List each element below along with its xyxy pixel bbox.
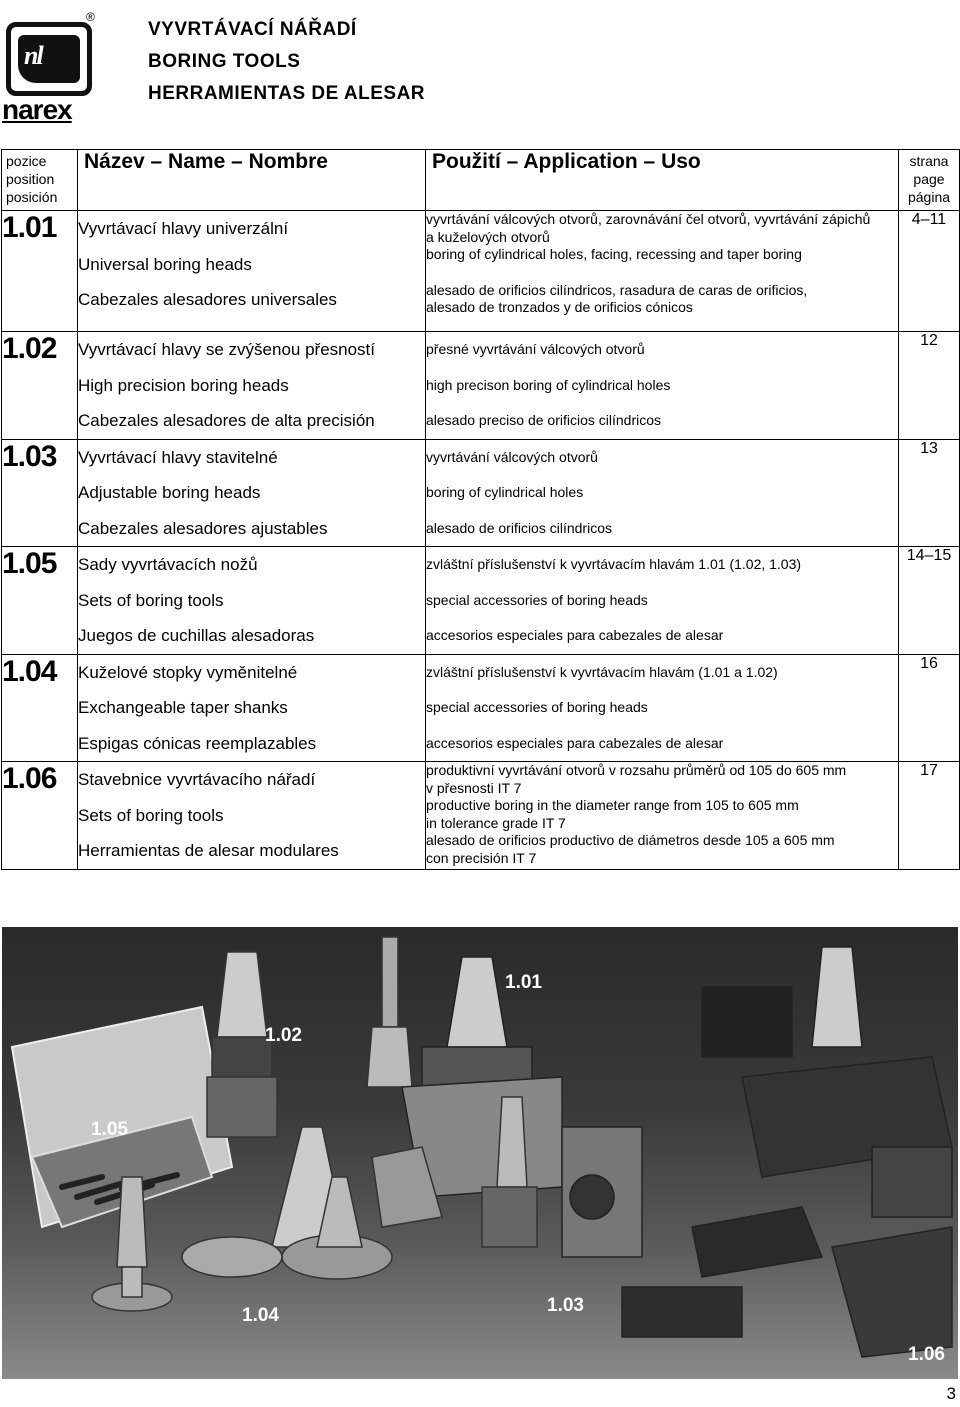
name-cz: Vyvrtávací hlavy se zvýšenou přesností	[78, 340, 376, 359]
row-page: 13	[899, 439, 960, 547]
header-position	[2, 150, 78, 211]
row-names	[78, 332, 426, 440]
use-line: alesado de orificios cilíndricos	[426, 519, 612, 536]
use-line: alesado de tronzados y de orificios cónicos	[426, 299, 693, 315]
use-line: accesorios especiales para cabezales de alesar	[426, 627, 724, 643]
name-en: Universal boring heads	[78, 254, 252, 274]
table-row	[2, 762, 960, 870]
row-page: 4–11	[899, 211, 960, 332]
use-line: special accessories of boring heads	[426, 699, 648, 715]
name-cz: Kuželové stopky vyměnitelné	[78, 662, 298, 682]
row-position: 1.01	[2, 211, 78, 332]
tools-illustration	[2, 927, 958, 1379]
row-uses	[426, 211, 899, 332]
row-position: 1.04	[2, 654, 78, 762]
name-en: High precision boring heads	[78, 375, 289, 395]
header-page	[899, 150, 960, 211]
row-position: 1.05	[2, 547, 78, 655]
use-line: in tolerance grade IT 7	[426, 814, 566, 831]
use-line: con precisión IT 7	[426, 849, 537, 866]
header-page-cz: strana	[909, 153, 949, 169]
use-line: a kuželových otvorů	[426, 228, 550, 245]
row-uses	[426, 654, 899, 762]
header-position-en: position	[6, 171, 55, 187]
logo-wordmark: narex	[2, 94, 72, 125]
table-header-row	[2, 150, 960, 211]
photo-label-1-05: 1.05	[91, 1119, 128, 1140]
row-position: 1.06	[2, 762, 78, 870]
table-row	[2, 332, 960, 440]
photo-label-1-01: 1.01	[505, 972, 542, 993]
modular-boring-set	[622, 947, 952, 1357]
use-line: boring of cylindrical holes, facing, recessing and taper boring	[426, 246, 802, 262]
table-row	[2, 654, 960, 762]
name-en: Sets of boring tools	[78, 590, 224, 610]
name-cz: Stavebnice vyvrtávacího nářadí	[78, 770, 316, 789]
title-spanish: HERRAMIENTAS DE ALESAR	[148, 83, 426, 104]
table-row	[2, 547, 960, 655]
use-line: boring of cylindrical holes	[426, 484, 584, 500]
use-line: alesado de orificios cilíndricos, rasadura de caras de orificios,	[426, 281, 808, 298]
use-line: vyvrtávání válcových otvorů, zarovnávání čel otvorů, vyvrtávání zápichů	[426, 211, 871, 227]
name-cz: Vyvrtávací hlavy univerzální	[78, 219, 289, 238]
name-es: Herramientas de alesar modulares	[78, 841, 339, 860]
use-line: alesado de orificios productivo de diámetros desde 105 a 605 mm	[426, 832, 835, 848]
header-name: Název – Name – Nombre	[78, 150, 426, 211]
name-es: Cabezales alesadores de alta precisión	[78, 411, 375, 430]
use-line: přesné vyvrtávání válcových otvorů	[426, 341, 645, 357]
title-english: BORING TOOLS	[148, 51, 301, 72]
use-line: produktivní vyvrtávání otvorů v rozsahu průměrů od 105 do 605 mm	[426, 762, 847, 778]
name-es: Juegos de cuchillas alesadoras	[78, 626, 315, 645]
photo-label-1-02: 1.02	[265, 1025, 302, 1046]
use-line: special accessories of boring heads	[426, 591, 648, 608]
row-names	[78, 439, 426, 547]
use-line: v přesnosti IT 7	[426, 779, 522, 796]
use-line: high precison boring of cylindrical holes	[426, 376, 671, 393]
use-line: alesado preciso de orificios cilíndricos	[426, 412, 661, 428]
name-es: Cabezales alesadores ajustables	[78, 518, 328, 538]
name-cz: Vyvrtávací hlavy stavitelné	[78, 447, 278, 467]
use-line: vyvrtávání válcových otvorů	[426, 448, 598, 465]
photo-label-1-03: 1.03	[547, 1295, 584, 1316]
page-titles	[148, 14, 425, 110]
product-photo	[2, 927, 958, 1379]
name-cz: Sady vyvrtávacích nožů	[78, 555, 258, 574]
header-page-en: page	[913, 171, 945, 187]
row-names	[78, 547, 426, 655]
row-page: 17	[899, 762, 960, 870]
row-names	[78, 211, 426, 332]
row-position: 1.02	[2, 332, 78, 440]
use-line: zvláštní příslušenství k vyvrtávacím hlavám 1.01 (1.02, 1.03)	[426, 556, 802, 572]
use-line: accesorios especiales para cabezales de alesar	[426, 734, 724, 751]
row-uses	[426, 547, 899, 655]
row-names	[78, 654, 426, 762]
logo-badge-text: nl	[24, 41, 42, 70]
header-page-es: página	[907, 189, 951, 205]
use-line: productive boring in the diameter range from 105 to 605 mm	[426, 797, 799, 813]
name-en: Adjustable boring heads	[78, 483, 261, 502]
header-use: Použití – Application – Uso	[426, 150, 899, 211]
name-en: Sets of boring tools	[78, 805, 224, 825]
row-names	[78, 762, 426, 870]
row-uses	[426, 762, 899, 870]
row-page: 12	[899, 332, 960, 440]
row-page: 14–15	[899, 547, 960, 655]
header-position-es: posición	[6, 189, 58, 205]
name-en: Exchangeable taper shanks	[78, 698, 288, 717]
logo-emblem	[6, 22, 92, 96]
row-uses	[426, 332, 899, 440]
photo-label-1-06: 1.06	[908, 1344, 945, 1365]
page-number: 3	[946, 1384, 956, 1403]
use-line: zvláštní příslušenství k vyvrtávacím hlavám (1.01 a 1.02)	[426, 663, 778, 680]
registered-mark: ®	[86, 10, 95, 24]
product-table	[1, 149, 960, 870]
row-uses	[426, 439, 899, 547]
name-es: Espigas cónicas reemplazables	[78, 733, 317, 753]
row-page: 16	[899, 654, 960, 762]
table-row	[2, 439, 960, 547]
tall-taper-shank	[367, 937, 412, 1087]
table-row	[2, 211, 960, 332]
name-es: Cabezales alesadores universales	[78, 290, 337, 309]
title-czech: VYVRTÁVACÍ NÁŘADÍ	[148, 19, 357, 40]
header-position-cz: pozice	[6, 153, 47, 169]
row-position: 1.03	[2, 439, 78, 547]
photo-label-1-04: 1.04	[242, 1305, 279, 1326]
narex-logo	[2, 10, 98, 125]
